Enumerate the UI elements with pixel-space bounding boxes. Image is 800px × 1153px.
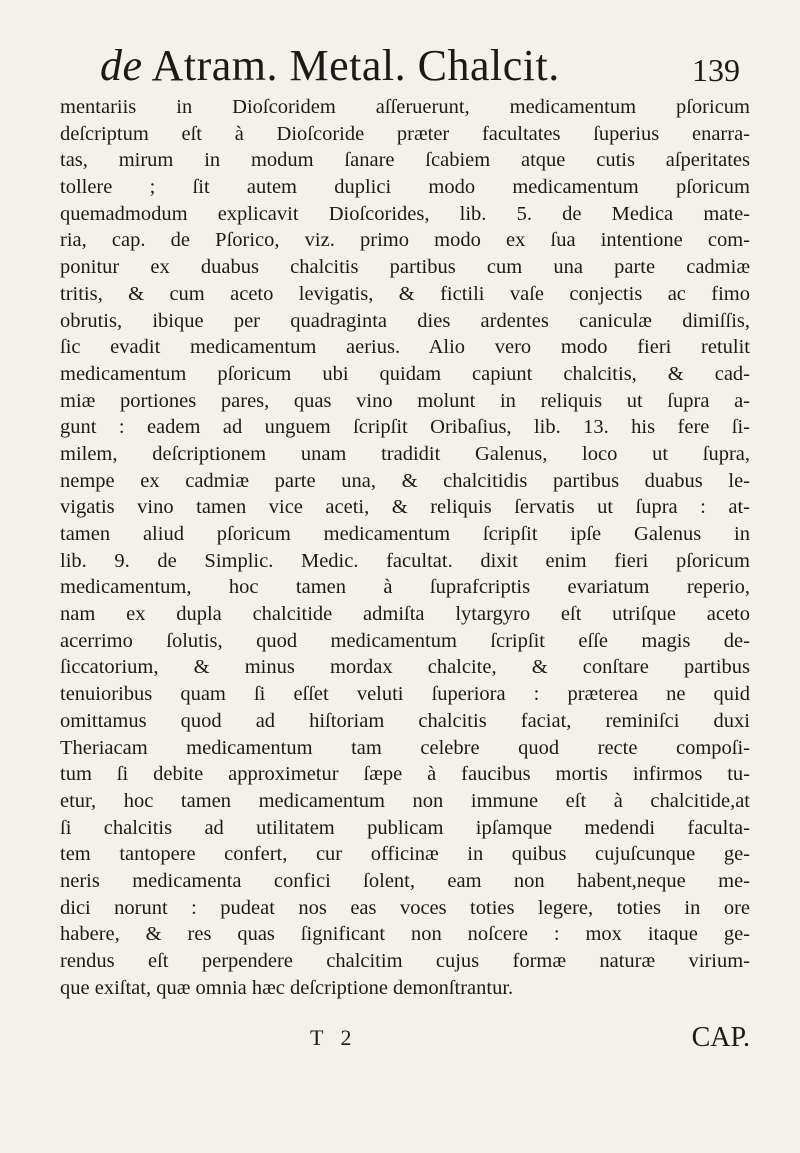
running-title-text: Atram. Metal. Chalcit. <box>142 41 560 90</box>
text-line: tenuioribus quam ſi eſſet veluti ſuperiora : præterea ne quid <box>60 683 750 706</box>
running-title <box>100 40 560 92</box>
text-line: que exiſtat, quæ omnia hæc deſcriptione demonſtrantur. <box>60 976 514 999</box>
text-line: habere, & res quas ſignificant non noſcere : mox itaque ge- <box>60 923 750 946</box>
text-line: vigatis vino tamen vice aceti, & reliquis ſervatis ut ſupra : at- <box>60 496 750 519</box>
text-line: tas, mirum in modum ſanare ſcabiem atque cutis aſperitates <box>60 149 750 172</box>
text-line: ſi chalcitis ad utilitatem publicam ipſamque medendi faculta- <box>60 816 750 839</box>
page-footer <box>60 1018 750 1058</box>
text-line: ponitur ex duabus chalcitis partibus cum una parte cadmiæ <box>60 256 750 279</box>
text-line: medicamentum pſoricum ubi quidam capiunt chalcitis, & cad- <box>60 362 750 385</box>
text-line: etur, hoc tamen medicamentum non immune eſt à chalcitide,at <box>60 789 750 812</box>
text-line: milem, deſcriptionem unam tradidit Galenus, loco ut ſupra, <box>60 442 750 465</box>
catchword: CAP. <box>691 1022 750 1053</box>
text-line: mentariis in Dioſcoridem aſſeruerunt, medicamentum pſoricum <box>60 96 750 118</box>
text-line: ſic evadit medicamentum aerius. Alio vero modo fieri retulit <box>60 336 750 359</box>
text-line: tollere ; ſit autem duplici modo medicamentum pſoricum <box>60 176 750 199</box>
text-line: Theriacam medicamentum tam celebre quod recte compoſi- <box>60 736 750 759</box>
text-line: tritis, & cum aceto levigatis, & fictili vaſe conjectis ac fimo <box>60 282 750 305</box>
text-line: gunt : eadem ad unguem ſcripſit Oribaſius, lib. 13. his fere ſi- <box>60 416 750 439</box>
text-line: tum ſi debite approximetur ſæpe à faucibus mortis infirmos tu- <box>60 763 750 786</box>
signature-mark: T 2 <box>310 1025 358 1050</box>
text-line: neris medicamenta confici ſolent, eam non habent,neque me- <box>60 869 750 892</box>
text-line: tamen aliud pſoricum medicamentum ſcripſit ipſe Galenus in <box>60 523 750 545</box>
text-line: rendus eſt perpendere chalcitim cujus formæ naturæ virium- <box>60 950 750 972</box>
text-line: deſcriptum eſt à Dioſcoride præter facultates ſuperius enarra- <box>60 122 750 145</box>
text-line: ria, cap. de Pſorico, viz. primo modo ex ſua intentione com- <box>60 229 750 252</box>
text-line: acerrimo ſolutis, quod medicamentum ſcripſit eſſe magis de- <box>60 629 750 652</box>
text-line: quemadmodum explicavit Dioſcorides, lib. 5. de Medica mate- <box>60 202 750 225</box>
page-number: 139 <box>692 52 740 88</box>
running-title-de: de <box>100 41 143 90</box>
text-line: medicamentum, hoc tamen à ſuprafcriptis evariatum reperio, <box>60 576 750 599</box>
text-line: miæ portiones pares, quas vino molunt in reliquis ut ſupra a- <box>60 389 750 412</box>
running-head <box>100 40 740 92</box>
text-line: dici norunt : pudeat nos eas voces toties legere, toties in ore <box>60 896 750 919</box>
text-line: ſiccatorium, & minus mordax chalcite, & conſtare partibus <box>60 656 750 679</box>
text-line: nempe ex cadmiæ parte una, & chalcitidis partibus duabus le- <box>60 469 750 492</box>
text-line: omittamus quod ad hiſtoriam chalcitis faciat, reminiſci duxi <box>60 709 750 732</box>
body-text <box>60 94 750 1001</box>
text-line: tem tantopere confert, cur officinæ in quibus cujuſcunque ge- <box>60 843 750 866</box>
text-line: lib. 9. de Simplic. Medic. facultat. dixit enim fieri pſoricum <box>60 549 750 572</box>
text-line: nam ex dupla chalcitide admiſta lytargyro eſt utriſque aceto <box>60 603 750 626</box>
text-line: obrutis, ibique per quadraginta dies ardentes caniculæ dimiſſis, <box>60 309 750 332</box>
